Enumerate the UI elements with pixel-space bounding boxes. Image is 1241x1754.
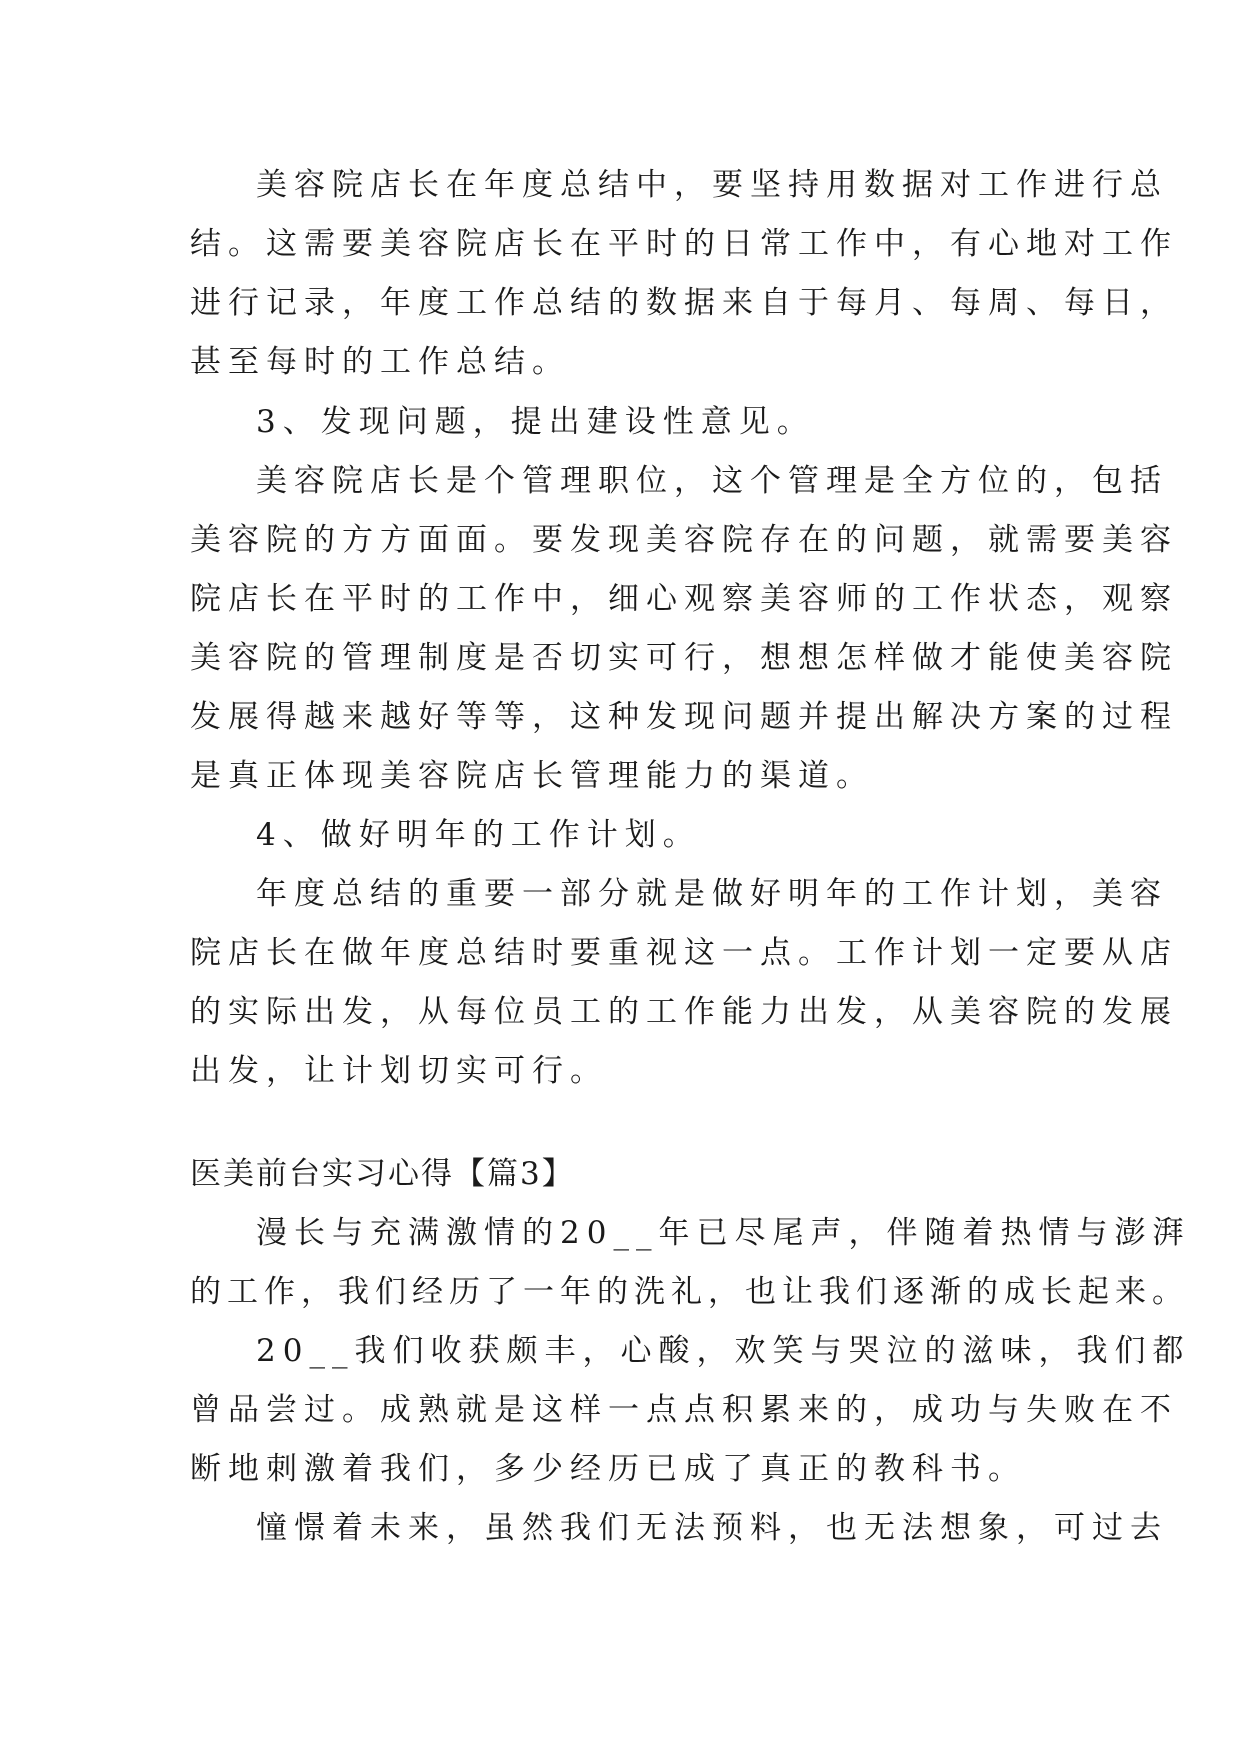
paragraph-line: 甚至每时的工作总结。 (190, 344, 570, 380)
paragraph-line: 美容院店长是个管理职位，这个管理是全方位的，包括 (256, 463, 1168, 499)
paragraph-line: 美容院的管理制度是否切实可行，想想怎样做才能使美容院 (190, 640, 1178, 676)
paragraph-line: 发展得越来越好等等，这种发现问题并提出解决方案的过程 (190, 699, 1178, 735)
paragraph-line: 院店长在做年度总结时要重视这一点。工作计划一定要从店 (190, 935, 1178, 971)
paragraph-line: 曾品尝过。成熟就是这样一点点积累来的，成功与失败在不 (190, 1392, 1178, 1428)
paragraph-line: 美容院店长在年度总结中，要坚持用数据对工作进行总 (256, 167, 1168, 203)
paragraph-line: 出发，让计划切实可行。 (190, 1053, 608, 1089)
paragraph-line: 的工作，我们经历了一年的洗礼，也让我们逐渐的成长起来。 (190, 1274, 1189, 1310)
paragraph-line: 的实际出发，从每位员工的工作能力出发，从美容院的发展 (190, 994, 1178, 1030)
paragraph-line: 断地刺激着我们，多少经历已成了真正的教科书。 (190, 1451, 1026, 1487)
list-item-heading: 4、做好明年的工作计划。 (256, 817, 701, 853)
paragraph-line: 结。这需要美容院店长在平时的日常工作中，有心地对工作 (190, 226, 1178, 262)
list-item-heading: 3、发现问题，提出建设性意见。 (256, 404, 815, 440)
section-heading: 医美前台实习心得【篇3】 (190, 1156, 575, 1192)
paragraph-line: 院店长在平时的工作中，细心观察美容师的工作状态，观察 (190, 581, 1178, 617)
paragraph-line: 20__我们收获颇丰，心酸，欢笑与哭泣的滋味，我们都 (256, 1333, 1191, 1369)
paragraph-line: 美容院的方方面面。要发现美容院存在的问题，就需要美容 (190, 522, 1178, 558)
paragraph-line: 年度总结的重要一部分就是做好明年的工作计划，美容 (256, 876, 1168, 912)
paragraph-line: 进行记录，年度工作总结的数据来自于每月、每周、每日， (190, 285, 1178, 321)
paragraph-line: 漫长与充满激情的20__年已尽尾声，伴随着热情与澎湃 (256, 1215, 1191, 1251)
paragraph-line: 憧憬着未来，虽然我们无法预料，也无法想象，可过去 (256, 1510, 1168, 1546)
paragraph-line: 是真正体现美容院店长管理能力的渠道。 (190, 758, 874, 794)
